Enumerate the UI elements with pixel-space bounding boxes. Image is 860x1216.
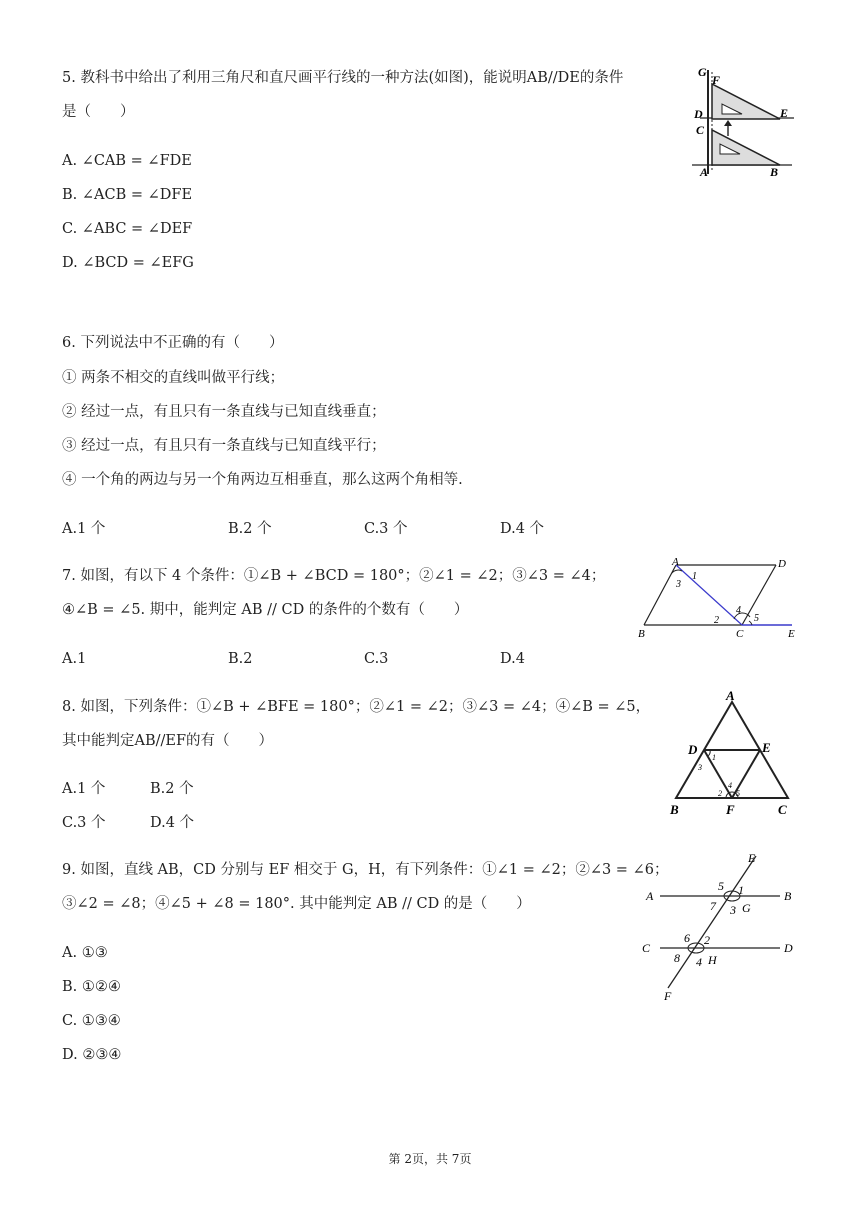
q8-label-b: B: [670, 802, 679, 817]
q5-stem-line2: 是（ ）: [62, 104, 135, 120]
q9-label-d: D: [784, 941, 793, 955]
q6-option-a: A.1 个: [62, 521, 106, 537]
q9-label-c: C: [642, 941, 651, 955]
q9-angle-8: 8: [674, 951, 680, 965]
q8-angle-3: 3: [698, 763, 702, 772]
q7-label-b: B: [638, 628, 645, 640]
q6-statement-2: ② 经过一点，有且只有一条直线与已知直线垂直；: [62, 404, 386, 420]
q7-label-d: D: [778, 558, 786, 570]
q7-angle-5: 5: [754, 613, 759, 624]
q6-statement-3: ③ 经过一点，有且只有一条直线与已知直线平行；: [62, 438, 386, 454]
q5-label-e: E: [780, 106, 789, 120]
q9-label-e: E: [748, 851, 756, 865]
q9-angle-1: 1: [738, 883, 744, 897]
q5-option-d: D. ∠BCD = ∠EFG: [62, 255, 194, 271]
q9-angle-7: 7: [710, 899, 716, 913]
q5-figure: [688, 62, 798, 180]
q8-option-a: A.1 个: [62, 781, 106, 797]
q8-label-c: C: [778, 802, 787, 817]
q8-angle-4: 4: [728, 781, 732, 790]
q7-stem-line1: 7. 如图，有以下 4 个条件：①∠B + ∠BCD = 180°；②∠1 = ∠2；③∠3 = ∠4；: [62, 568, 606, 584]
q5-option-c: C. ∠ABC = ∠DEF: [62, 221, 193, 237]
q7-angle-4: 4: [736, 605, 741, 616]
q5-stem-line1: 5. 教科书中给出了利用三角尺和直尺画平行线的一种方法(如图)，能说明AB//DE的条件: [62, 70, 624, 86]
q8-label-d: D: [688, 742, 698, 757]
q6-statement-4: ④ 一个角的两边与另一个角两边互相垂直，那么这两个角相等.: [62, 472, 463, 488]
q8-angle-5: 5: [736, 789, 740, 798]
q5-label-c: C: [696, 123, 705, 137]
q9-option-c: C. ①③④: [62, 1013, 121, 1029]
q7-figure: [634, 553, 804, 643]
q7-angle-1: 1: [692, 571, 697, 582]
q5-option-b: B. ∠ACB = ∠DFE: [62, 187, 193, 203]
q8-option-b: B.2 个: [150, 781, 194, 797]
q7-option-d: D.4: [500, 651, 525, 667]
q5-label-b: B: [770, 165, 779, 179]
q8-label-a: A: [726, 688, 735, 703]
q7-label-e: E: [788, 628, 795, 640]
q8-angle-1: 1: [712, 753, 716, 762]
q5-label-d: D: [694, 107, 703, 121]
q5-label-a: A: [700, 165, 709, 179]
q9-angle-5: 5: [718, 879, 724, 893]
q9-label-g: G: [742, 901, 751, 915]
q9-angle-2: 2: [704, 933, 710, 947]
q8-option-c: C.3 个: [62, 815, 106, 831]
q9-stem-line2: ③∠2 = ∠8；④∠5 + ∠8 = 180°. 其中能判定 AB // CD 的是（ ）: [62, 896, 531, 912]
q6-option-d: D.4 个: [500, 521, 545, 537]
q7-angle-3: 3: [676, 579, 681, 590]
q9-angle-3: 3: [730, 903, 736, 917]
q5-label-g: G: [698, 65, 707, 79]
q9-label-a: A: [646, 889, 654, 903]
q9-option-a: A. ①③: [62, 945, 108, 961]
q8-figure: [664, 686, 794, 820]
q6-statement-1: ① 两条不相交的直线叫做平行线；: [62, 370, 285, 386]
q8-label-e: E: [762, 740, 771, 755]
q5-option-a: A. ∠CAB = ∠FDE: [62, 153, 192, 169]
q7-stem-line2: ④∠B = ∠5. 期中，能判定 AB // CD 的条件的个数有（ ）: [62, 602, 469, 618]
q6-option-c: C.3 个: [364, 521, 408, 537]
q8-label-f: F: [726, 802, 735, 817]
q8-stem-line1: 8. 如图，下列条件：①∠B + ∠BFE = 180°；②∠1 = ∠2；③∠3 = ∠4；④∠B = ∠5，: [62, 699, 651, 715]
q7-label-a: A: [672, 556, 679, 568]
q6-stem: 6. 下列说法中不正确的有（ ）: [62, 335, 284, 351]
q9-option-d: D. ②③④: [62, 1047, 122, 1063]
q9-angle-4: 4: [696, 955, 702, 969]
q5-label-f: F: [712, 73, 721, 87]
q6-option-b: B.2 个: [228, 521, 272, 537]
q9-option-b: B. ①②④: [62, 979, 121, 995]
q7-option-b: B.2: [228, 651, 253, 667]
q9-figure: [638, 848, 800, 1004]
q8-stem-line2: 其中能判定AB//EF的有（ ）: [62, 733, 274, 749]
q7-angle-2: 2: [714, 615, 719, 626]
q9-label-b: B: [784, 889, 792, 903]
q7-option-c: C.3: [364, 651, 389, 667]
q9-label-f: F: [664, 989, 672, 1003]
q7-label-c: C: [736, 628, 744, 640]
page-footer: 第 2页，共 7页: [388, 1152, 472, 1166]
q9-angle-6: 6: [684, 931, 690, 945]
q8-option-d: D.4 个: [150, 815, 195, 831]
q7-option-a: A.1: [62, 651, 87, 667]
q9-stem-line1: 9. 如图，直线 AB，CD 分别与 EF 相交于 G，H，有下列条件：①∠1 = ∠2；②∠3 = ∠6；: [62, 862, 669, 878]
q9-label-h: H: [708, 953, 717, 967]
q8-angle-2: 2: [718, 789, 722, 798]
